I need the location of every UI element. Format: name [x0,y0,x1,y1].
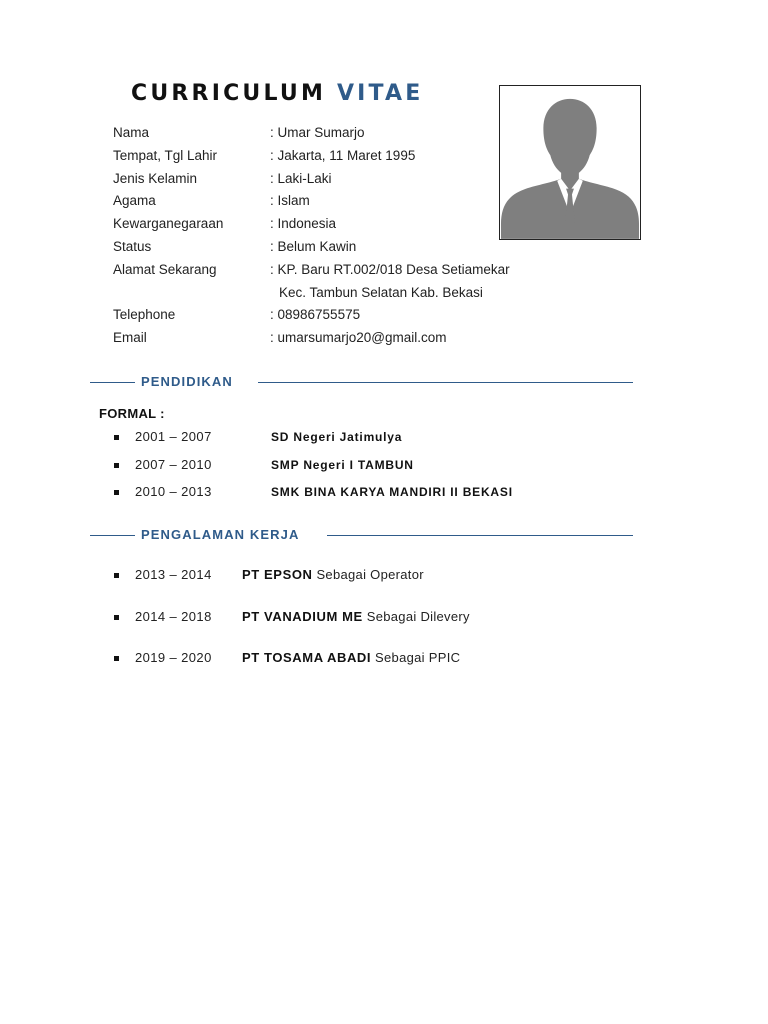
info-label: Alamat Sekarang [113,261,217,277]
job-company: PT TOSAMA ABADI [242,650,372,665]
job-years: 2014 – 2018 [135,609,212,624]
section-pengalaman-kerja [90,526,633,544]
section-rule [327,535,633,536]
info-value: : Islam [270,193,310,209]
job-entry [242,607,470,627]
bullet-icon [114,490,119,495]
profile-photo [499,85,641,240]
title-vitae: VITAE [336,81,424,106]
info-value: : Belum Kawin [270,238,357,254]
info-label: Telephone [113,307,176,323]
job-role: Sebagai PPIC [371,650,461,665]
edu-school: SD Negeri Jatimulya [271,430,403,444]
info-value: : Umar Sumarjo [270,125,365,140]
section-rule [90,535,135,536]
section-title: PENGALAMAN KERJA [141,527,300,542]
job-role: Sebagai Dilevery [362,609,470,624]
bullet-icon [114,615,119,620]
info-value: : KP. Baru RT.002/018 Desa Setiamekar [270,261,510,277]
job-entry [242,565,424,585]
info-value: : Indonesia [270,216,337,232]
bullet-icon [114,656,119,661]
info-label: Email [113,330,147,346]
info-label: Agama [113,193,156,209]
info-label: Kewarganegaraan [113,216,224,232]
section-title: PENDIDIKAN [141,374,233,389]
info-value: : Jakarta, 11 Maret 1995 [270,147,416,163]
info-value: : Laki-Laki [270,170,332,186]
bullet-icon [114,573,119,578]
info-label: Status [113,238,152,254]
info-label: Jenis Kelamin [113,170,198,186]
info-value: Kec. Tambun Selatan Kab. Bekasi [279,284,483,300]
edu-years: 2001 – 2007 [135,429,212,444]
job-role: Sebagai Operator [312,567,424,582]
section-rule [90,382,135,383]
edu-school: SMK BINA KARYA MANDIRI II BEKASI [271,485,513,499]
document-title [131,80,424,108]
section-rule [258,382,633,383]
job-company: PT VANADIUM ME [242,609,363,624]
section-pendidikan [90,373,633,391]
bullet-icon [114,463,119,468]
job-years: 2019 – 2020 [135,650,212,665]
job-company: PT EPSON [242,567,313,582]
edu-school: SMP Negeri I TAMBUN [271,458,414,472]
edu-years: 2007 – 2010 [135,457,212,472]
person-silhouette-icon [500,86,640,239]
title-curriculum: CURRICULUM [131,81,327,106]
info-value: : umarsumarjo20@gmail.com [270,330,447,346]
job-entry [242,648,460,668]
formal-label: FORMAL : [99,406,165,421]
info-label: Tempat, Tgl Lahir [113,147,218,163]
job-years: 2013 – 2014 [135,567,212,582]
bullet-icon [114,435,119,440]
info-label: Nama [113,125,150,140]
edu-years: 2010 – 2013 [135,484,212,499]
info-value: : 08986755575 [270,307,361,323]
